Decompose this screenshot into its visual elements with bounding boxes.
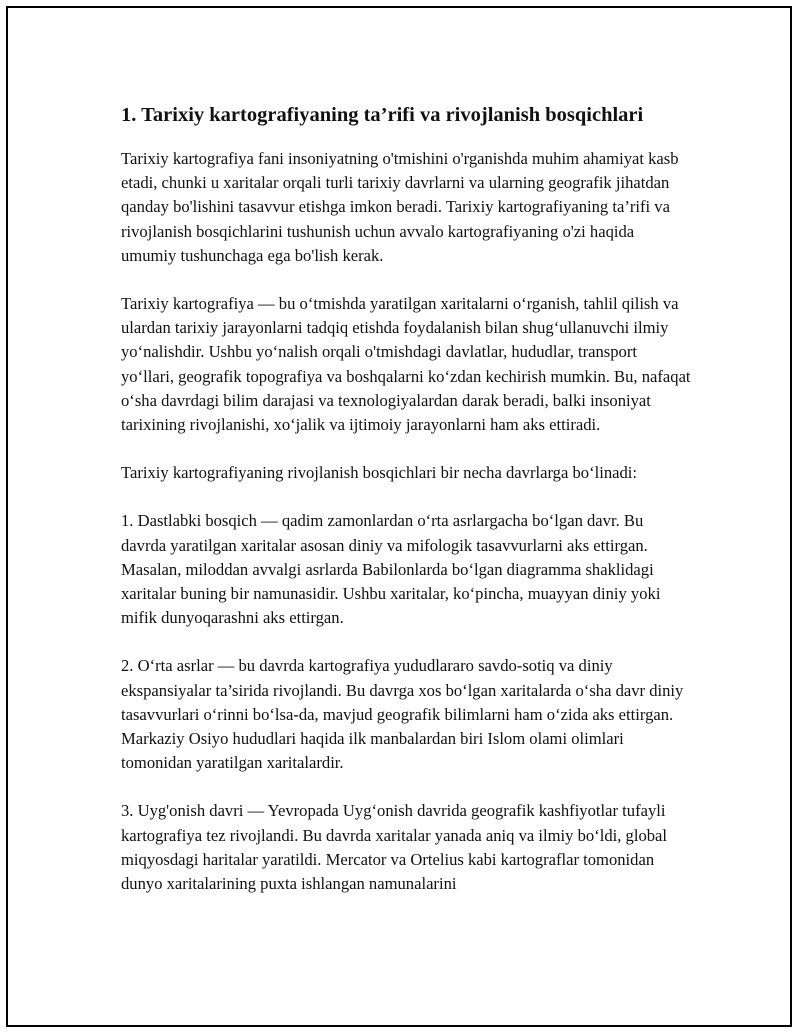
document-page	[6, 6, 792, 1027]
document-body	[121, 100, 691, 920]
paragraph-stage-1: 1. Dastlabki bosqich — qadim zamonlardan o‘rta asrlargacha bo‘lgan davr. Bu davrda yaratilgan xaritalar asosan diniy va mifologik tasavvurlarni aks ettirgan. Masalan, miloddan avvalgi asrlarda Babilonlarda bo‘lgan diagramma shaklidagi xaritalar buning bir namunasidir. Ushbu xaritalar, ko‘pincha, muayyan diniy yoki mifik dunyoqarashni aks ettirgan.	[121, 511, 661, 628]
paragraph-stages-intro: Tarixiy kartografiyaning rivojlanish bosqichlari bir necha davrlarga bo‘linadi:	[121, 463, 638, 483]
paragraph-definition: Tarixiy kartografiya — bu o‘tmishda yaratilgan xaritalarni o‘rganish, tahlil qilish va ulardan tarixiy jarayonlarni tadqiq etishda foydalanish bilan shug‘ullanuvchi ilmiy yo‘nalishdir. Ushbu yo‘nalish orqali o'tmishdagi davlatlar, hududlar, transport yo‘llari, geografik topografiya va boshqalarni ko‘zdan kechirish mumkin. Bu, nafaqat o‘sha davrdagi bilim darajasi va texnologiyalardan darak beradi, balki insoniyat tarixining rivojlanishi, xo‘jalik va ijtimoiy jarayonlarni ham aks ettiradi.	[121, 294, 691, 435]
paragraph-stage-3: 3. Uyg'onish davri — Yevropada Uyg‘onish davrida geografik kashfiyotlar tufayli kartografiya tez rivojlandi. Bu davrda xaritalar yanada aniq va ilmiy bo‘ldi, global miqyosdagi haritalar yaratildi. Mercator va Ortelius kabi kartograflar tomonidan dunyo xaritalarining puxta ishlangan namunalarini	[121, 801, 668, 894]
paragraph-stage-2: 2. O‘rta asrlar — bu davrda kartografiya yududlararo savdo-sotiq va diniy ekspansiyalar ta’sirida rivojlandi. Bu davrga xos bo‘lgan xaritalarda o‘sha davr diniy tasavvurlari o‘rinni bo‘lsa-da, mavjud geografik bilimlarni ham o‘zida aks ettirgan. Markaziy Osiyo hududlari haqida ilk manbalardan biri Islom olami olimlari tomonidan yaratilgan xaritalardir.	[121, 656, 684, 773]
document-title: 1. Tarixiy kartografiyaning ta’rifi va rivojlanish bosqichlari	[121, 104, 644, 126]
paragraph-intro: Tarixiy kartografiya fani insoniyatning o'tmishini o'rganishda muhim ahamiyat kasb etadi, chunki u xaritalar orqali turli tarixiy davrlarni va ularning geografik jihatdan qanday bo'lishini tasavvur etishga imkon beradi. Tarixiy kartografiyaning ta’rifi va rivojlanish bosqichlarini tushunish uchun avvalo kartografiyaning o'zi haqida umumiy tushunchaga ega bo'lish kerak.	[121, 149, 679, 265]
